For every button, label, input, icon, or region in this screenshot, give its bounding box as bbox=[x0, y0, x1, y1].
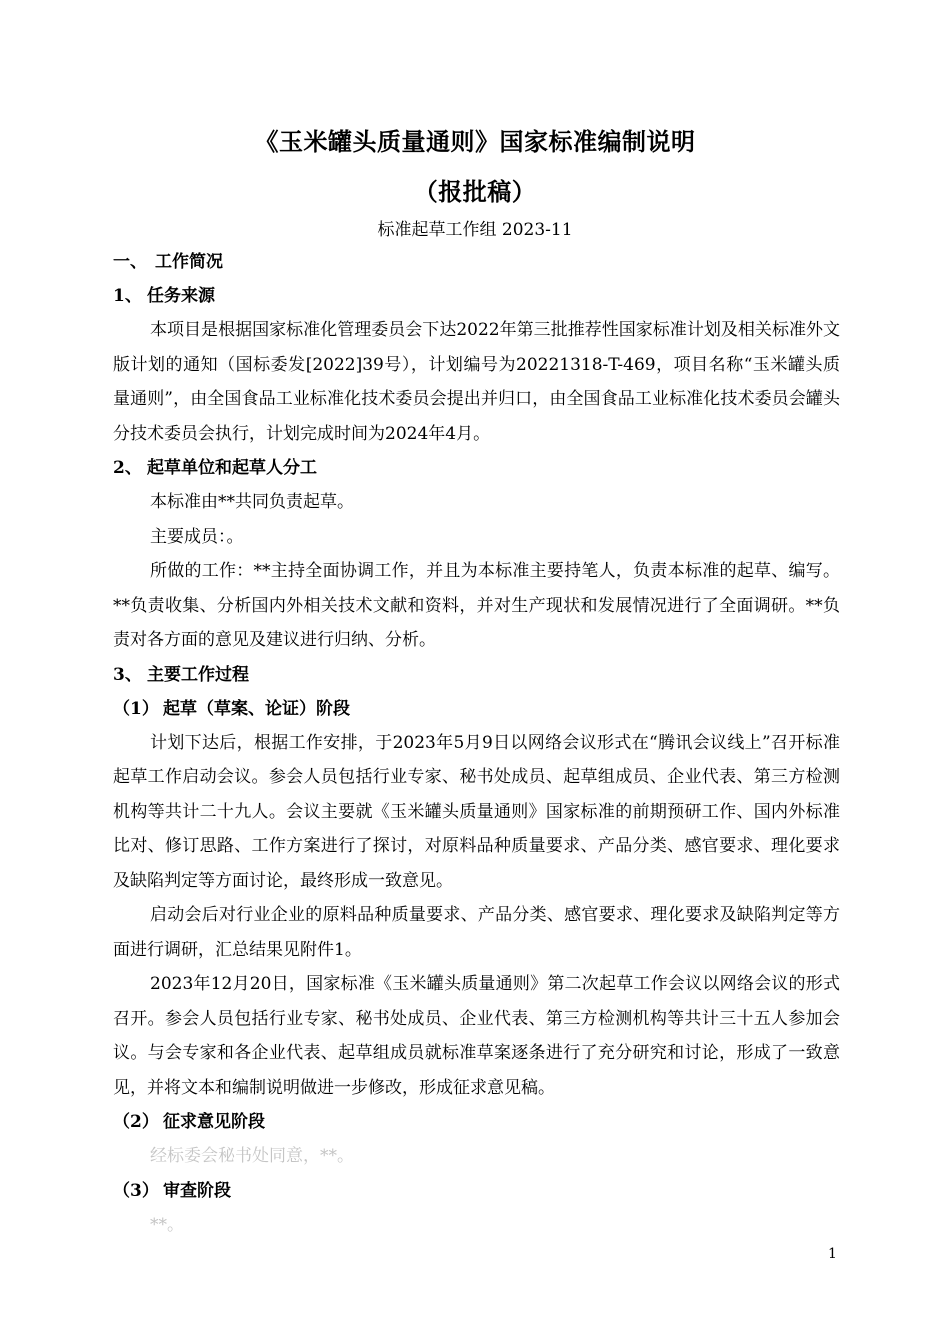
subsection-heading-work-process bbox=[113, 658, 840, 692]
paragraph-members: 主要成员：。 bbox=[150, 526, 244, 547]
document-subtitle: （报批稿） bbox=[413, 177, 537, 206]
stage-number: （2） bbox=[113, 1112, 159, 1132]
subsection-label: 起草单位和起草人分工 bbox=[147, 458, 317, 478]
paragraph-second-meeting: 2023年12月20日，国家标准《玉米罐头质量通则》第二次起草工作会议以网络会议的形式召开。参会人员包括行业专家、秘书处成员、企业代表、第三方检测机构等共计三十五人参加会议。与会专家和各企业代表、起草组成员就标准草案逐条进行了充分研究和讨论，形成了一致意见，并将文本和编制说明做进一步修改，形成征求意见稿。 bbox=[113, 974, 840, 1098]
paragraph-consultation: 经标委会秘书处同意，**。 bbox=[150, 1146, 354, 1166]
page-number: 1 bbox=[828, 1246, 837, 1262]
subsection-label: 任务来源 bbox=[147, 286, 215, 306]
stage-number: （1） bbox=[113, 698, 159, 719]
stage-heading-review bbox=[113, 1174, 840, 1208]
stage-label: 起草（草案、论证）阶段 bbox=[163, 698, 350, 719]
subsection-heading-task-source bbox=[113, 279, 840, 313]
document-title: 《玉米罐头质量通则》国家标准编制说明 bbox=[254, 127, 696, 156]
stage-number: （3） bbox=[113, 1180, 159, 1201]
subsection-heading-drafting-units bbox=[113, 451, 840, 485]
paragraph-task-source: 本项目是根据国家标准化管理委员会下达2022年第三批推荐性国家标准计划及相关标准外文版计划的通知（国标委发[2022]39号），计划编号为20221318-T-469，项目名称“玉米罐头质量通则”，由全国食品工业标准化技术委员会提出并归口，由全国食品工业标准化技术委员会罐头分技术委员会执行，计划完成时间为2024年4月。 bbox=[113, 320, 840, 444]
section-label: 工作简况 bbox=[155, 252, 223, 272]
document-body bbox=[113, 245, 840, 1242]
paragraph-drafters: 本标准由**共同负责起草。 bbox=[150, 492, 354, 512]
paragraph-review: **。 bbox=[150, 1214, 184, 1235]
stage-heading-drafting bbox=[113, 692, 840, 726]
document-meta: 标准起草工作组 2023-11 bbox=[377, 220, 573, 240]
subsection-label: 主要工作过程 bbox=[147, 664, 249, 685]
paragraph-survey: 启动会后对行业企业的原料品种质量要求、产品分类、感官要求、理化要求及缺陷判定等方面进行调研，汇总结果见附件1。 bbox=[113, 905, 840, 960]
stage-label: 审查阶段 bbox=[163, 1180, 231, 1201]
paragraph-work-done: 所做的工作：**主持全面协调工作，并且为本标准主要持笔人，负责本标准的起草、编写。**负责收集、分析国内外相关技术文献和资料，并对生产现状和发展情况进行了全面调研。**负责对各方面的意见及建议进行归纳、分析。 bbox=[113, 561, 840, 650]
subsection-number: 3、 bbox=[113, 664, 142, 685]
stage-label: 征求意见阶段 bbox=[163, 1112, 265, 1132]
subsection-number: 1、 bbox=[113, 286, 142, 306]
paragraph-kickoff-meeting: 计划下达后，根据工作安排，于2023年5月9日以网络会议形式在“腾讯会议线上”召开标准起草工作启动会议。参会人员包括行业专家、秘书处成员、起草组成员、企业代表、第三方检测机构等共计二十九人。会议主要就《玉米罐头质量通则》国家标准的前期预研工作、国内外标准比对、修订思路、工作方案进行了探讨，对原料品种质量要求、产品分类、感官要求、理化要求及缺陷判定等方面讨论，最终形成一致意见。 bbox=[113, 732, 840, 891]
section-number: 一、 bbox=[113, 252, 147, 272]
subsection-number: 2、 bbox=[113, 458, 142, 478]
section-heading-1 bbox=[113, 245, 840, 279]
stage-heading-consultation bbox=[113, 1105, 840, 1139]
